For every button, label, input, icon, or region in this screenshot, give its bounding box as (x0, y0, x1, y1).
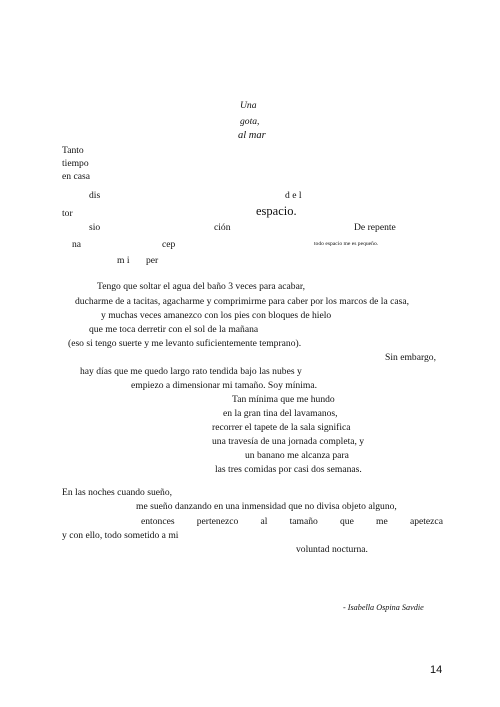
stanza3-line-4: en la gran tina del lavamanos, (223, 408, 338, 419)
stanza4-line-1: En las noches cuando sueño, (62, 487, 173, 498)
word: apetezca (409, 516, 443, 527)
word: al (260, 516, 268, 527)
stanza3-line-8: las tres comidas por casi dos semanas. (215, 464, 362, 475)
word-espacio: espacio. (256, 204, 297, 218)
stanza3-line-2: empiezo a dimensionar mi tamaño. Soy mínima. (131, 380, 317, 391)
word-tiempo: tiempo (62, 158, 89, 169)
word: pertenezco (196, 516, 239, 527)
stanza4-line-5: voluntad nocturna. (296, 544, 368, 555)
title-line-una: Una (240, 100, 257, 111)
word: entonces (141, 516, 175, 527)
stanza2-line-2: ducharme de a tacitas, agacharme y comprimirme para caber por los marcos de la casa, (75, 296, 410, 307)
title-line-al-mar: al mar (238, 130, 266, 141)
small-note: todo espacio me es pequeño. (314, 241, 379, 247)
author-signature: - Isabella Ospina Savdie (343, 603, 424, 612)
stanza2-line-5: (eso si tengo suerte y me levanto suficientemente temprano). (68, 338, 302, 349)
fragment-cion: ción (214, 222, 231, 233)
stanza2-line-1: Tengo que soltar el agua del baño 3 veces para acabar, (97, 281, 306, 292)
word: tamaño (289, 516, 318, 527)
fragment-tor: tor (62, 208, 73, 219)
fragment-cep: cep (162, 239, 176, 250)
fragment-mi: m i (117, 255, 130, 266)
stanza4-justified-line (141, 517, 443, 527)
page-number: 14 (430, 664, 443, 676)
stanza3-line-3: Tan mínima que me hundo (232, 394, 335, 405)
phrase-de-repente: De repente (354, 222, 396, 233)
fragment-dis: dis (89, 190, 101, 201)
fragment-sio: sio (89, 222, 101, 233)
stanza2-line-3: y muchas veces amanezco con los pies con bloques de hielo (101, 310, 332, 321)
fragment-na: na (72, 239, 82, 250)
phrase-sin-embargo: Sin embargo, (385, 352, 436, 363)
stanza4-line-2: me sueño danzando en una inmensidad que no divisa objeto alguno, (136, 501, 397, 512)
stanza3-line-6: una travesía de una jornada completa, y (212, 436, 365, 447)
fragment-del: d e l (285, 190, 302, 201)
title-line-gota: gota, (240, 116, 260, 127)
word: que (340, 516, 354, 527)
stanza3-line-5: recorrer el tapete de la sala significa (212, 422, 351, 433)
stanza3-line-7: un banano me alcanza para (245, 450, 349, 461)
stanza2-line-4: que me toca derretir con el sol de la mañana (89, 324, 259, 335)
word-en-casa: en casa (62, 171, 90, 182)
stanza4-line-4: y con ello, todo sometido a mi (62, 530, 179, 541)
word-tanto: Tanto (62, 145, 84, 156)
fragment-per: per (146, 255, 159, 266)
stanza3-line-1: hay días que me quedo largo rato tendida bajo las nubes y (80, 366, 302, 377)
word: me (376, 516, 388, 527)
